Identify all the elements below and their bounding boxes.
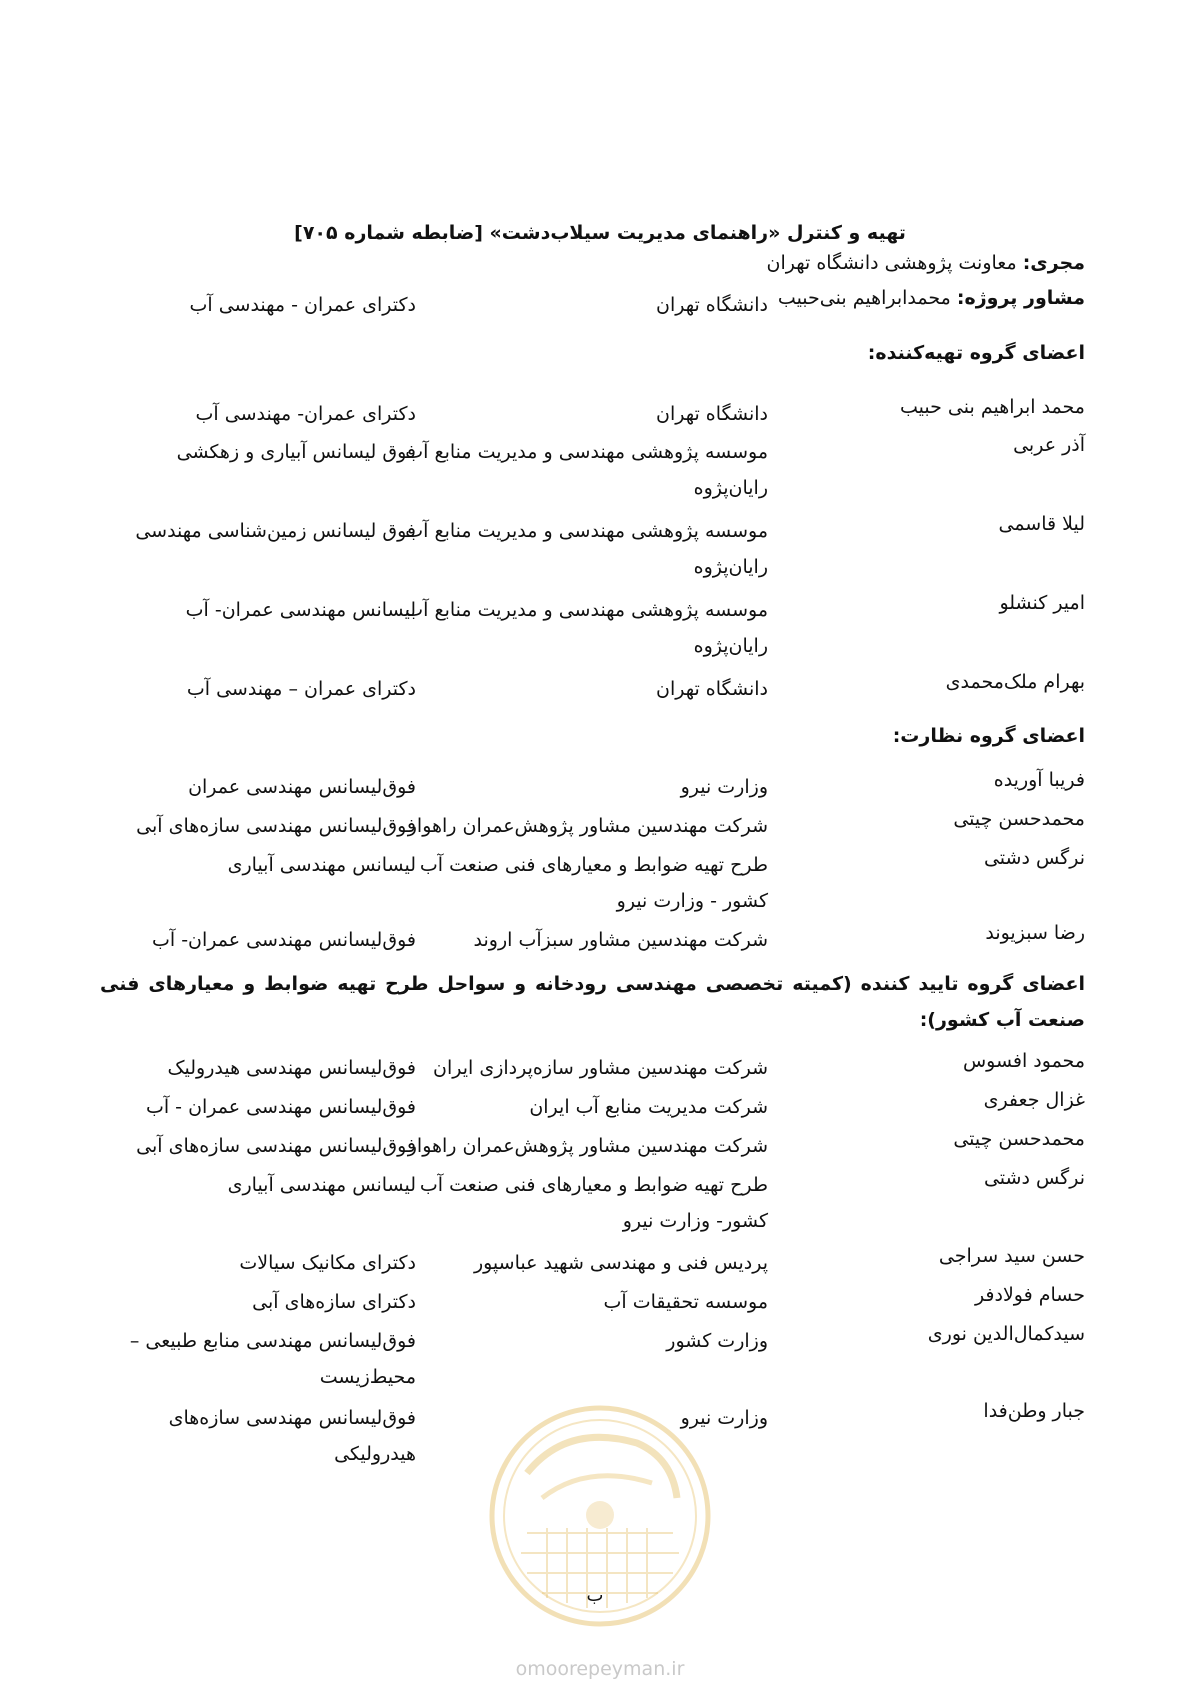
member-name: حسن سید سراجی (938, 1245, 1085, 1267)
consultant-degree: دکترای عمران - مهندسی آب (189, 294, 416, 316)
member-name: محمدحسن چیتی (953, 1128, 1085, 1150)
member-name: رضا سبزیوند (985, 922, 1085, 944)
member-degree: فوق‌لیسانس مهندسی عمران (188, 776, 416, 798)
consultant-row (0, 287, 1190, 327)
member-degree: لیسانس مهندسی آبیاری (227, 854, 416, 876)
member-org: شرکت مهندسین مشاور پژوهش‌عمران راهوار (407, 1135, 768, 1157)
member-org: موسسه پژوهشی مهندسی و مدیریت منابع آب رایان‌پژوه (405, 599, 768, 657)
table-row (0, 513, 1190, 578)
table-row (0, 1089, 1190, 1129)
member-name: امیر کنشلو (999, 592, 1085, 614)
approval-group-heading: اعضای گروه تایید کننده (کمیته تخصصی مهندسی رودخانه و سواحل طرح تهیه ضوابط و معیارهای فنی صنعت آب کشور): (100, 973, 1085, 1031)
table-row (0, 396, 1190, 436)
table-row (0, 769, 1190, 809)
member-name: آذر عربی (1013, 434, 1085, 456)
consultant-label: مشاور پروژه: (956, 287, 1085, 309)
member-name: حسام فولادفر (974, 1284, 1085, 1306)
table-row (0, 1167, 1190, 1232)
member-org: موسسه تحقیقات آب (603, 1291, 768, 1313)
member-name: سیدکمال‌الدین نوری (927, 1323, 1085, 1345)
member-org: شرکت مهندسین مشاور پژوهش‌عمران راهوار (407, 815, 768, 837)
table-row (0, 808, 1190, 848)
executor-value: معاونت پژوهشی دانشگاه تهران (766, 252, 1017, 274)
member-org: وزارت نیرو (680, 1407, 768, 1429)
table-row (0, 1245, 1190, 1285)
member-name: محمود افسوس (962, 1050, 1085, 1072)
table-row (0, 671, 1190, 711)
table-row (0, 847, 1190, 912)
member-degree: فوق‌لیسانس مهندسی سازه‌های هیدرولیکی (168, 1407, 416, 1465)
table-row (0, 434, 1190, 499)
consultant-name: محمدابراهیم بنی‌حبیب (777, 287, 951, 309)
member-degree: فوق‌لیسانس مهندسی سازه‌های آبی (136, 815, 416, 837)
page-number: ب (586, 1585, 604, 1606)
member-org: پردیس فنی و مهندسی شهید عباسپور (473, 1252, 768, 1274)
member-name: نرگس دشتی (983, 847, 1085, 869)
prep-group-heading: اعضای گروه تهیه‌کننده: (867, 342, 1085, 364)
consultant-org: دانشگاه تهران (655, 294, 768, 316)
member-degree: فوق‌لیسانس مهندسی عمران- آب (152, 929, 416, 951)
table-row (0, 1323, 1190, 1388)
member-degree: فوق‌لیسانس مهندسی منابع طبیعی – محیط‌زیست (129, 1330, 416, 1388)
member-org: وزارت کشور (666, 1330, 768, 1352)
member-name: لیلا قاسمی (998, 513, 1085, 535)
member-org: وزارت نیرو (680, 776, 768, 798)
member-org: شرکت مهندسین مشاور سازه‌پردازی ایران (433, 1057, 768, 1079)
member-name: بهرام ملک‌محمدی (945, 671, 1085, 693)
table-row (0, 1284, 1190, 1324)
member-degree: فوق‌لیسانس مهندسی سازه‌های آبی (136, 1135, 416, 1157)
executor-line (767, 252, 1085, 274)
member-name: جبار وطن‌فدا (983, 1400, 1085, 1422)
member-degree: فوق لیسانس زمین‌شناسی مهندسی (135, 520, 416, 542)
member-org: شرکت مهندسین مشاور سبزآب اروند (473, 929, 768, 951)
page-title: تهیه و کنترل «راهنمای مدیریت سیلاب‌دشت» [ضابطه شماره ۷۰۵] (294, 222, 906, 244)
member-name: نرگس دشتی (983, 1167, 1085, 1189)
member-org: شرکت مدیریت منابع آب ایران (529, 1096, 768, 1118)
table-row (0, 592, 1190, 657)
member-org: طرح تهیه ضوابط و معیارهای فنی صنعت آب کشور - وزارت نیرو (419, 854, 768, 912)
member-name: غزال جعفری (983, 1089, 1085, 1111)
table-row (0, 922, 1190, 962)
watermark-site: omoorepeyman.ir (515, 1658, 685, 1680)
member-name: فریبا آوریده (993, 769, 1085, 791)
member-degree: لیسانس مهندسی آبیاری (227, 1174, 416, 1196)
table-row (0, 1128, 1190, 1168)
member-degree: فوق‌لیسانس مهندسی هیدرولیک (167, 1057, 416, 1079)
member-org: طرح تهیه ضوابط و معیارهای فنی صنعت آب کشور- وزارت نیرو (419, 1174, 768, 1232)
member-degree: دکترای سازه‌های آبی (252, 1291, 416, 1313)
member-org: دانشگاه تهران (655, 403, 768, 425)
member-name: محمد ابراهیم بنی حبیب (900, 396, 1085, 418)
member-name: محمدحسن چیتی (953, 808, 1085, 830)
member-degree: دکترای عمران- مهندسی آب (195, 403, 416, 425)
executor-label: مجری: (1022, 252, 1085, 274)
member-degree: لیسانس مهندسی عمران- آب (185, 599, 416, 621)
member-org: موسسه پژوهشی مهندسی و مدیریت منابع آب رایان‌پژوه (405, 520, 768, 578)
member-degree: فوق‌لیسانس مهندسی عمران - آب (145, 1096, 416, 1118)
consultant-name-cell (777, 287, 1085, 309)
supervision-group-heading: اعضای گروه نظارت: (892, 725, 1085, 747)
member-degree: دکترای مکانیک سیالات (239, 1252, 416, 1274)
table-row (0, 1050, 1190, 1090)
member-degree: دکترای عمران – مهندسی آب (186, 678, 416, 700)
member-degree: فوق لیسانس آبیاری و زهکشی (176, 441, 416, 463)
member-org: دانشگاه تهران (655, 678, 768, 700)
member-org: موسسه پژوهشی مهندسی و مدیریت منابع آب رایان‌پژوه (405, 441, 768, 499)
